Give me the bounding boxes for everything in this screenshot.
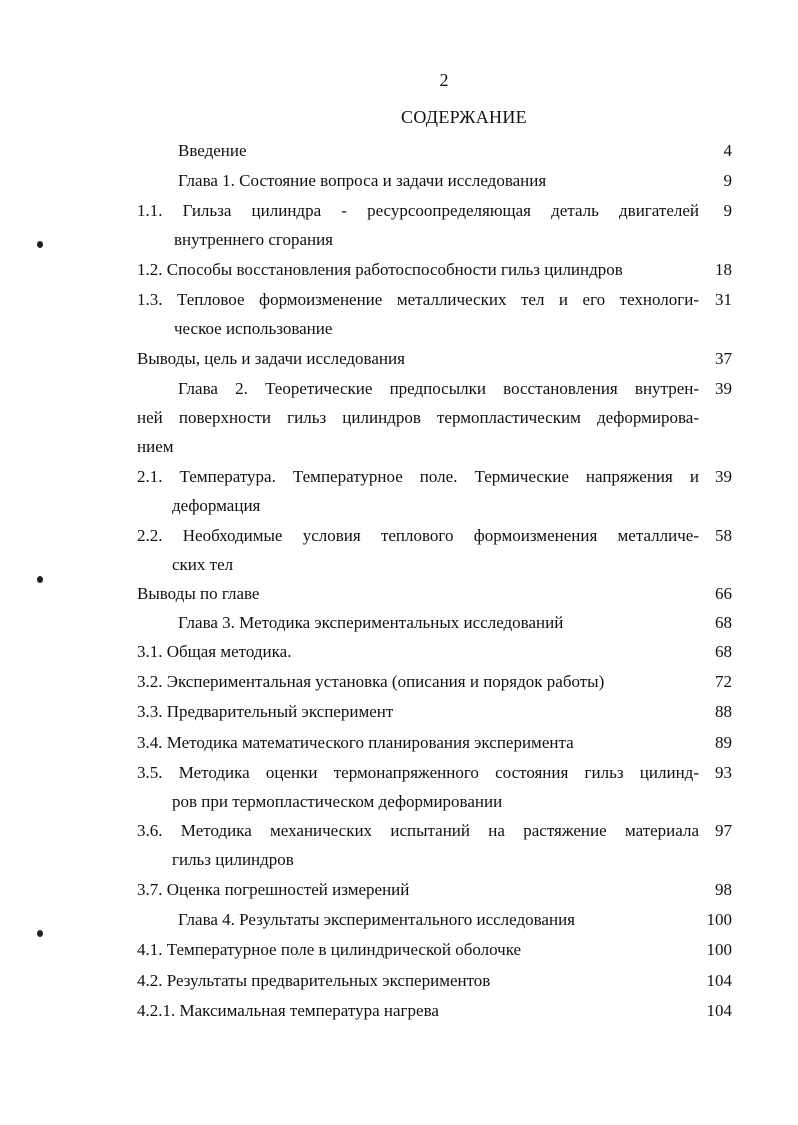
- toc-entry-page: 93: [715, 763, 732, 782]
- toc-entry-line: гильз цилиндров: [172, 850, 294, 869]
- page-number: 2: [439, 70, 449, 90]
- toc-entry-page: 4: [723, 141, 732, 160]
- toc-entry-page: 37: [715, 349, 732, 368]
- toc-entry-line: деформация: [172, 496, 261, 515]
- toc-entry-line: ских тел: [172, 555, 234, 574]
- toc-entry-title: [0, 196, 699, 254]
- toc-entry-title: [0, 966, 699, 995]
- toc-entry-title: [0, 728, 699, 757]
- toc-entry-line: Глава 4. Результаты экспериментального исследования: [178, 910, 575, 929]
- toc-entry-page: 88: [715, 702, 732, 721]
- toc-entry-line: 3.6. Методика механических испытаний на растяжение материала: [137, 821, 699, 840]
- toc-entry-title: [0, 697, 699, 726]
- toc-entry-page: 100: [706, 910, 732, 929]
- toc-entry-line: 3.4. Методика математического планирования эксперимента: [137, 733, 574, 752]
- toc-entry-title: [0, 285, 699, 343]
- toc-entry-line: Выводы, цель и задачи исследования: [137, 349, 405, 368]
- toc-entry-line: 3.2. Экспериментальная установка (описания и порядок работы): [137, 672, 605, 691]
- toc-entry-title: [0, 935, 699, 964]
- toc-entry-title: [0, 374, 699, 461]
- toc-entry-line: ней поверхности гильз цилиндров термопластическим деформирова-: [137, 408, 699, 427]
- toc-entry-line: 3.7. Оценка погрешностей измерений: [137, 880, 410, 899]
- toc-entry-page: 104: [706, 971, 732, 990]
- toc-entry-title: [0, 608, 699, 637]
- toc-entry-line: 2.1. Температура. Температурное поле. Термические напряжения и: [137, 467, 699, 486]
- toc-entry-page: 9: [723, 171, 732, 190]
- toc-entry-line: 4.1. Температурное поле в цилиндрической оболочке: [137, 940, 522, 959]
- toc-entry-page: 9: [723, 201, 732, 220]
- toc-entry-title: [0, 344, 699, 373]
- toc-entry-page: 18: [715, 260, 732, 279]
- toc-entry-page: 68: [715, 613, 732, 632]
- toc-entry-page: 89: [715, 733, 732, 752]
- toc-entry-title: [0, 166, 699, 195]
- toc-entry-page: 58: [715, 526, 732, 545]
- toc-entry-line: 3.3. Предварительный эксперимент: [137, 702, 394, 721]
- toc-entry-page: 72: [715, 672, 732, 691]
- toc-entry-title: [0, 667, 699, 696]
- toc-entry-title: [0, 996, 699, 1025]
- toc-entry-line: 4.2. Результаты предварительных экспериментов: [137, 971, 491, 990]
- toc-entry-title: [0, 637, 699, 666]
- toc-entry-page: 66: [715, 584, 732, 603]
- toc-entry-line: нием: [137, 437, 174, 456]
- toc-entry-line: 1.2. Способы восстановления работоспособности гильз цилиндров: [137, 260, 623, 279]
- toc-entry-page: 100: [706, 940, 732, 959]
- toc-entry-page: 39: [715, 467, 732, 486]
- toc-entry-line: ческое использование: [174, 319, 333, 338]
- toc-entry-line: 1.1. Гильза цилиндра - ресурсоопределяющая деталь двигателей: [137, 201, 699, 220]
- toc-entry-title: [0, 758, 699, 816]
- toc-entry-line: 4.2.1. Максимальная температура нагрева: [137, 1001, 439, 1020]
- toc-entry-line: Глава 1. Состояние вопроса и задачи исследования: [178, 171, 547, 190]
- toc-title: СОДЕРЖАНИЕ: [401, 107, 527, 127]
- toc-entry-title: [0, 816, 699, 874]
- toc-entry-page: 31: [715, 290, 732, 309]
- toc-entry-line: 3.1. Общая методика.: [137, 642, 292, 661]
- toc-entry-line: 3.5. Методика оценки термонапряженного состояния гильз цилинд-: [137, 763, 699, 782]
- toc-entry-page: 104: [706, 1001, 732, 1020]
- toc-entry-title: [0, 136, 699, 165]
- toc-entry-line: Глава 3. Методика экспериментальных исследований: [178, 613, 564, 632]
- toc-entry-title: [0, 579, 699, 608]
- toc-entry-title: [0, 462, 699, 520]
- toc-entry-title: [0, 875, 699, 904]
- toc-entry-title: [0, 905, 699, 934]
- toc-entry-line: внутреннего сгорания: [174, 230, 334, 249]
- toc-entry-line: Введение: [178, 141, 247, 160]
- toc-entry-page: 98: [715, 880, 732, 899]
- toc-entry-page: 97: [715, 821, 732, 840]
- toc-entry-line: 2.2. Необходимые условия теплового формоизменения металличе-: [137, 526, 699, 545]
- toc-entry-line: Выводы по главе: [137, 584, 260, 603]
- toc-entry-title: [0, 521, 699, 579]
- toc-entry-line: Глава 2. Теоретические предпосылки восстановления внутрен-: [178, 379, 699, 398]
- toc-entry-page: 39: [715, 379, 732, 398]
- toc-entry-page: 68: [715, 642, 732, 661]
- toc-entry-line: 1.3. Тепловое формоизменение металлических тел и его технологи-: [137, 290, 699, 309]
- toc-entry-title: [0, 255, 699, 284]
- toc-entry-line: ров при термопластическом деформировании: [172, 792, 503, 811]
